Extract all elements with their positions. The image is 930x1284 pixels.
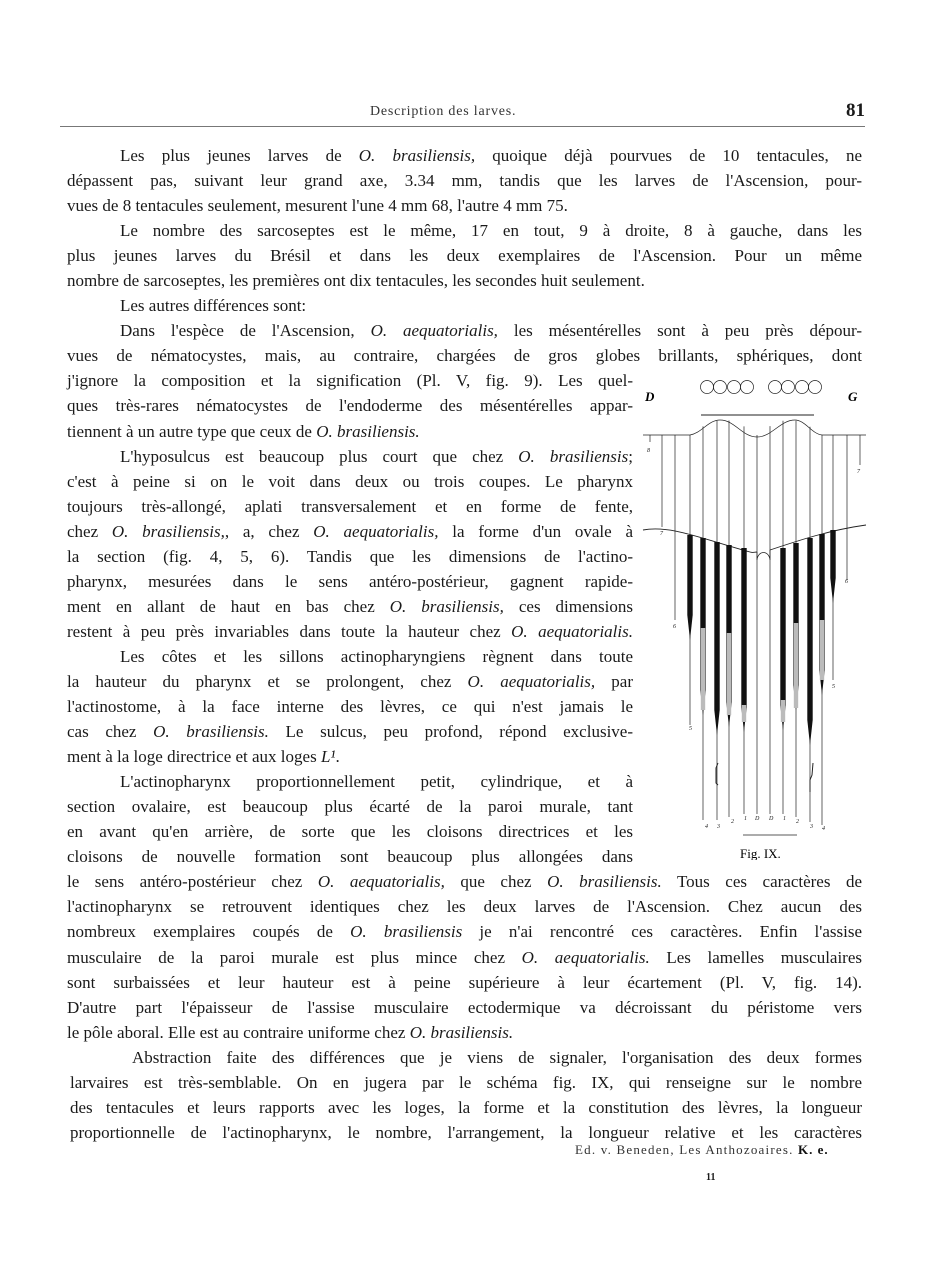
septum-label: D — [755, 816, 760, 822]
tentacle-circle — [769, 381, 782, 394]
species-name: O. brasiliensis — [518, 446, 629, 466]
text-run: en avant qu'en arrière, de sorte que les cloisons directrices et les — [67, 822, 633, 842]
text-run: le pôle aboral. Elle est au contraire uniforme chez — [67, 1022, 410, 1042]
text-run: vues de 8 tentacules seulement, mesurent l'une 4 mm 68, l'autre 4 mm 75. — [67, 196, 568, 216]
text-run: la forme d'un ovale à — [438, 521, 633, 541]
text-run: dépassent pas, suivant leur grand axe, 3.34 mm, tandis que les larves de l'Ascension, pour- — [67, 171, 862, 191]
text-run: Les lamelles musculaires — [649, 947, 863, 967]
text-run: proportionnelle de l'actinopharynx, le nombre, l'arrangement, la longueur relative et les caractères — [70, 1122, 862, 1142]
text-run: par — [595, 671, 633, 691]
text-line — [67, 193, 862, 218]
septum-label: 2 — [731, 819, 734, 825]
species-name: O. brasiliensis, — [111, 521, 225, 541]
text-line — [67, 218, 862, 243]
upper-outline — [643, 420, 866, 437]
tentacle-circle — [782, 381, 795, 394]
lower-outline-right — [770, 525, 866, 550]
text-run: vues de nématocystes, mais, au contraire, chargées de gros globes brillants, sphériques, dont — [67, 346, 862, 366]
species-name: O. aequatorialis, — [370, 321, 498, 341]
text-line — [67, 318, 862, 343]
text-line — [67, 919, 862, 944]
tentacle-circle — [741, 381, 754, 394]
text-run: Tous ces caractères de — [661, 872, 863, 892]
text-run: Les côtes et les sillons actinopharyngiens règnent dans toute — [120, 646, 633, 666]
text-line — [70, 1095, 862, 1120]
species-name: O. aequatorialis. — [511, 621, 633, 641]
text-run: des tentacules et leurs rapports avec les loges, la forme et la constitution des lèvres, la longueur — [70, 1097, 862, 1117]
text-line — [67, 519, 633, 544]
figure-ix-schema — [640, 370, 880, 860]
text-line — [67, 995, 862, 1020]
text-run: nombre de sarcoseptes, les premières ont dix tentacules, les secondes huit seulement. — [67, 271, 645, 291]
species-name: O. brasiliensis. — [547, 872, 662, 892]
stippled-region — [781, 700, 785, 722]
figure-label-d: D — [645, 389, 655, 404]
text-run: ; — [628, 446, 633, 466]
tentacle-circle — [701, 381, 714, 394]
page-header — [60, 100, 865, 127]
text-run: c'est à peine si on le voit dans deux ou trois coupes. Le pharynx — [67, 471, 633, 491]
text-run: Les plus jeunes larves de — [120, 146, 359, 165]
septum-label: 4 — [705, 824, 708, 830]
septum-label: 6 — [673, 624, 676, 630]
septum-muscle-bar — [714, 542, 719, 735]
text-run: ques très-rares nématocystes de l'endoderme des mésentérelles appar- — [67, 396, 633, 416]
text-line — [67, 494, 633, 519]
text-run: quoique déjà pourvues de 10 tentacules, ne — [475, 146, 862, 165]
tentacle-circle — [728, 381, 741, 394]
species-name: O. aequatorialis, — [313, 521, 439, 541]
text-run: les mésentérelles sont à peu près dépour- — [497, 321, 862, 341]
septum-muscle-bar — [741, 548, 746, 732]
text-run: , a, chez — [224, 521, 314, 541]
stippled-region — [742, 705, 746, 722]
text-line — [67, 819, 633, 844]
text-line — [67, 469, 633, 494]
text-line — [67, 794, 633, 819]
species-name: O. brasiliensis — [350, 922, 463, 942]
text-line — [67, 268, 862, 293]
text-run: cas chez — [67, 722, 154, 742]
tentacle-circle — [714, 381, 727, 394]
text-run: la hauteur du pharynx et se prolongent, chez — [67, 671, 468, 691]
text-line — [67, 869, 862, 894]
text-line — [67, 594, 633, 619]
text-run: ment à la loge directrice et aux loges — [67, 747, 321, 767]
text-run: chez — [67, 521, 112, 541]
text-run: Le nombre des sarcoseptes est le même, 17 en tout, 9 à droite, 8 à gauche, dans les — [120, 221, 862, 241]
text-line — [67, 569, 633, 594]
text-line — [67, 694, 633, 719]
text-run: L'hyposulcus est beaucoup plus court que chez — [120, 446, 519, 466]
signature-mark: K. e. — [798, 1142, 829, 1157]
text-run: musculaire de la paroi murale est plus mince chez — [67, 947, 522, 967]
text-line — [67, 945, 862, 970]
stippled-region — [820, 620, 824, 680]
text-line — [67, 619, 633, 644]
figure-label-g: G — [848, 389, 858, 404]
septum-label: 7 — [660, 531, 663, 537]
text-line — [67, 1020, 862, 1045]
text-line — [67, 444, 633, 469]
text-line — [67, 368, 633, 393]
septum-label: 8 — [647, 448, 650, 454]
text-run: D'autre part l'épaisseur de l'assise musculaire ectodermique va décroissant du péristome vers — [67, 997, 862, 1017]
stippled-region — [701, 628, 705, 710]
species-name: O. aequatorialis, — [467, 671, 596, 691]
text-line — [67, 143, 862, 168]
text-run: Le sulcus, peu profond, répond exclusive- — [268, 722, 633, 742]
text-line — [70, 1070, 862, 1095]
text-run: Dans l'espèce de l'Ascension, — [120, 321, 371, 341]
page-number: 81 — [846, 100, 865, 121]
text-line — [67, 719, 633, 744]
text-line — [67, 644, 633, 669]
text-line — [67, 669, 633, 694]
text-run: Les autres différences sont: — [120, 296, 307, 316]
tentacle-circle — [809, 381, 822, 394]
tentacle-circle — [796, 381, 809, 394]
text-line — [67, 168, 862, 193]
text-run: sont surbaissées et leur hauteur est à peine supérieure à leur écartement (Pl. V, fig. 14). — [67, 972, 862, 992]
species-name: O. aequatorialis, — [317, 872, 445, 892]
text-line — [67, 243, 862, 268]
text-line — [67, 970, 862, 995]
text-line — [67, 393, 633, 418]
septum-label: 5 — [832, 684, 835, 690]
text-line — [67, 544, 633, 569]
citation-text: Ed. v. Beneden, Les Anthozoaires. — [575, 1142, 794, 1157]
septum-label: 6 — [845, 579, 848, 585]
text-line — [67, 343, 862, 368]
septum-label: 4 — [822, 826, 825, 832]
text-run: tiennent à un autre type que ceux de — [67, 421, 317, 441]
text-run: plus jeunes larves du Brésil et dans les deux exemplaires de l'Ascension. Pour un même — [67, 246, 862, 266]
text-line — [67, 894, 862, 919]
running-title: Description des larves. — [370, 104, 517, 119]
text-run: larvaires est très-semblable. On en jugera par le schéma fig. IX, qui renseigne sur le nombre — [70, 1072, 862, 1092]
septum-label: D — [769, 816, 774, 822]
septum-label: 1 — [744, 816, 747, 822]
septum-label: 1 — [783, 816, 786, 822]
filament-mark — [810, 763, 813, 792]
septum-label: 7 — [857, 469, 860, 475]
stippled-region — [727, 633, 731, 715]
text-run: Abstraction faite des différences que je viens de signaler, l'organisation des deux formes — [132, 1047, 862, 1067]
species-name: O. brasiliensis, — [389, 596, 504, 616]
text-run: nombreux exemplaires coupés de — [67, 922, 351, 942]
directive-notch — [757, 550, 770, 560]
stippled-region — [794, 623, 798, 708]
signature-number: 11 — [706, 1172, 716, 1183]
text-run: le sens antéro-postérieur chez — [67, 872, 318, 892]
text-line — [67, 744, 633, 769]
species-name: O. brasiliensis. — [316, 421, 420, 441]
species-name: O. brasiliensis. — [409, 1022, 514, 1042]
septum-muscle-bar — [807, 538, 812, 745]
septum-label: 3 — [717, 824, 720, 830]
text-run: toujours très-allongé, aplati transversalement et en forme de fente, — [67, 496, 633, 516]
species-name: O. brasiliensis. — [153, 722, 269, 742]
text-run: section ovalaire, est beaucoup plus écarté de la paroi murale, tant — [67, 797, 633, 817]
figure-caption: Fig. IX. — [740, 846, 781, 860]
septum-label: 2 — [796, 819, 799, 825]
species-name: O. brasiliensis, — [358, 146, 476, 165]
text-run: que chez — [444, 872, 548, 892]
text-run: l'actinopharynx se retrouvent identiques chez les deux larves de l'Ascension. Chez aucun des — [67, 897, 862, 917]
text-line — [67, 293, 862, 318]
septum-muscle-bar — [687, 535, 692, 640]
text-run: je n'ai rencontré ces caractères. Enfin l'assise — [462, 922, 862, 942]
text-run: ment en allant de haut en bas chez — [67, 596, 390, 616]
text-line — [70, 1045, 862, 1070]
text-run: pharynx, mesurées dans le sens antéro-postérieur, gagnent rapide- — [67, 571, 633, 591]
septum-label: 3 — [810, 824, 813, 830]
text-run: L'actinopharynx proportionnellement petit, cylindrique, et à — [120, 772, 633, 792]
text-run: j'ignore la composition et la signification (Pl. V, fig. 9). Les quel- — [67, 371, 633, 391]
text-run: la section (fig. 4, 5, 6). Tandis que les dimensions de l'actino- — [67, 546, 633, 566]
text-run: . — [335, 747, 340, 767]
species-name: L¹ — [320, 747, 336, 767]
species-name: O. aequatorialis. — [521, 947, 650, 967]
septum-muscle-bar — [830, 530, 835, 603]
septum-label: 5 — [689, 726, 692, 732]
text-run: l'actinostome, à la face interne des lèvres, ce qui n'est jamais le — [67, 697, 633, 717]
text-run: restent à peu près invariables dans toute la hauteur chez — [67, 621, 512, 641]
text-run: cloisons de nouvelle formation sont beaucoup plus allongées dans — [67, 847, 633, 867]
text-line — [67, 769, 633, 794]
text-line — [67, 844, 633, 869]
footer-citation — [575, 1142, 829, 1158]
text-run: ces dimensions — [503, 596, 633, 616]
text-line — [67, 419, 633, 444]
